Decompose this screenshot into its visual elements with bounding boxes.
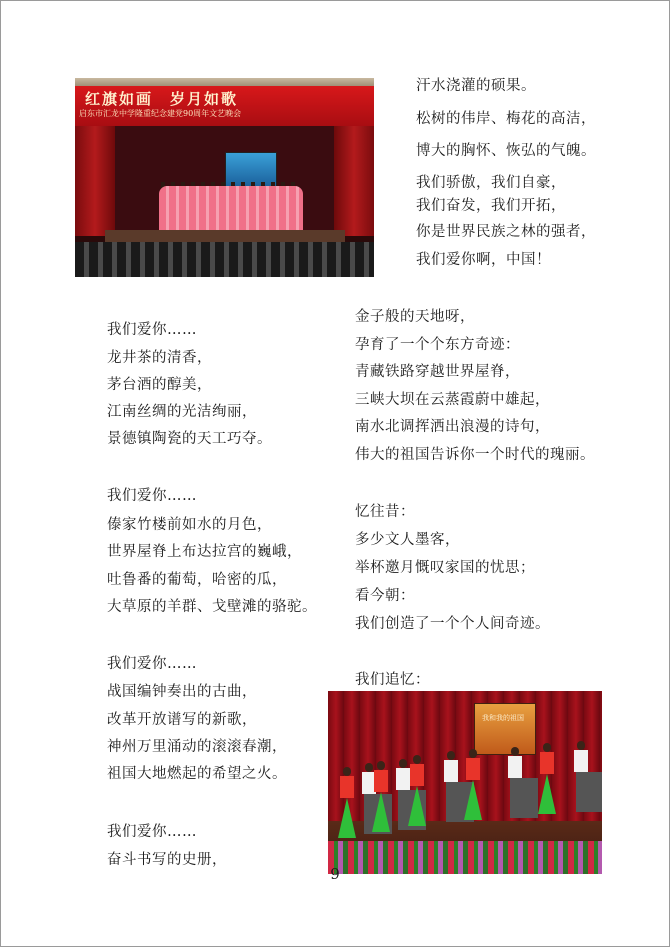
poem-line: 景德镇陶瓷的天工巧夺。 — [107, 431, 272, 447]
poem-line: 忆往昔： — [355, 504, 415, 520]
poem-line: 吐鲁番的葡萄，哈密的瓜， — [107, 572, 287, 588]
stage-floor — [105, 230, 345, 242]
poem-line: 我们创造了一个个人间奇迹。 — [355, 616, 550, 632]
singer — [410, 755, 424, 826]
curtain-left — [75, 126, 115, 236]
poem-line: 孕育了一个个东方奇迹： — [355, 337, 520, 353]
poem-line: 改革开放谱写的新歌， — [107, 712, 257, 728]
poem-line: 我们追忆： — [355, 672, 430, 688]
poem-line: 你是世界民族之林的强者， — [416, 224, 596, 240]
poem-line: 战国编钟奏出的古曲， — [107, 684, 257, 700]
poem-line: 南水北调挥洒出浪漫的诗句， — [355, 419, 550, 435]
curtain-right — [334, 126, 374, 236]
poem-line: 多少文人墨客， — [355, 532, 460, 548]
banner-subtitle: 启东市汇龙中学隆重纪念建党90周年文艺晚会 — [79, 109, 242, 118]
poem-line: 世界屋脊上布达拉宫的巍峨， — [107, 544, 302, 560]
poem-line: 龙井茶的清香， — [107, 350, 212, 366]
poem-line: 青藏铁路穿越世界屋脊， — [355, 364, 520, 380]
stage-screen-text: 我和我的祖国 — [482, 714, 524, 722]
poem-line: 奋斗书写的史册， — [107, 852, 227, 868]
poem-line: 我们爱你啊，中国！ — [416, 252, 551, 268]
poem-line: 江南丝绸的光洁绚丽， — [107, 404, 257, 420]
poem-line: 大草原的羊群、戈壁滩的骆驼。 — [107, 599, 317, 615]
singer — [444, 751, 458, 822]
poem-line: 松树的伟岸、梅花的高洁， — [416, 111, 596, 127]
banner-title: 红旗如画 岁月如歌 — [85, 90, 239, 108]
poem-line: 傣家竹楼前如水的月色， — [107, 517, 272, 533]
poem-line: 神州万里涌动的滚滚春潮， — [107, 739, 287, 755]
poem-line: 我们爱你…… — [107, 656, 197, 672]
singer — [374, 761, 388, 832]
poem-line: 我们爱你…… — [107, 322, 197, 338]
poem-line: 汗水浇灌的硕果。 — [416, 78, 536, 94]
stage-banner-photo — [75, 78, 374, 277]
singer — [340, 767, 354, 838]
poem-line: 我们骄傲，我们自豪， — [416, 175, 566, 191]
poem-line: 我们奋发，我们开拓， — [416, 198, 566, 214]
poem-line: 我们爱你…… — [107, 488, 197, 504]
poem-line: 举杯邀月慨叹家国的忧思； — [355, 560, 535, 576]
poem-line: 三峡大坝在云蒸霞蔚中雄起， — [355, 392, 550, 408]
poem-line: 伟大的祖国告诉你一个时代的瑰丽。 — [355, 447, 595, 463]
page-number: 9 — [330, 865, 340, 883]
choir-group — [159, 186, 303, 230]
choir-performance-photo — [328, 691, 602, 874]
poem-line: 博大的胸怀、恢弘的气魄。 — [416, 143, 596, 159]
singer — [574, 741, 588, 812]
poem-line: 茅台酒的醇美， — [107, 377, 212, 393]
poem-line: 金子般的天地呀， — [355, 309, 475, 325]
singer — [466, 749, 480, 820]
poem-line: 祖国大地燃起的希望之火。 — [107, 766, 287, 782]
singer — [508, 747, 522, 818]
audience — [75, 242, 374, 277]
poem-line: 我们爱你…… — [107, 824, 197, 840]
singer — [540, 743, 554, 814]
stage-screen — [474, 703, 536, 755]
poem-line: 看今朝： — [355, 588, 415, 604]
